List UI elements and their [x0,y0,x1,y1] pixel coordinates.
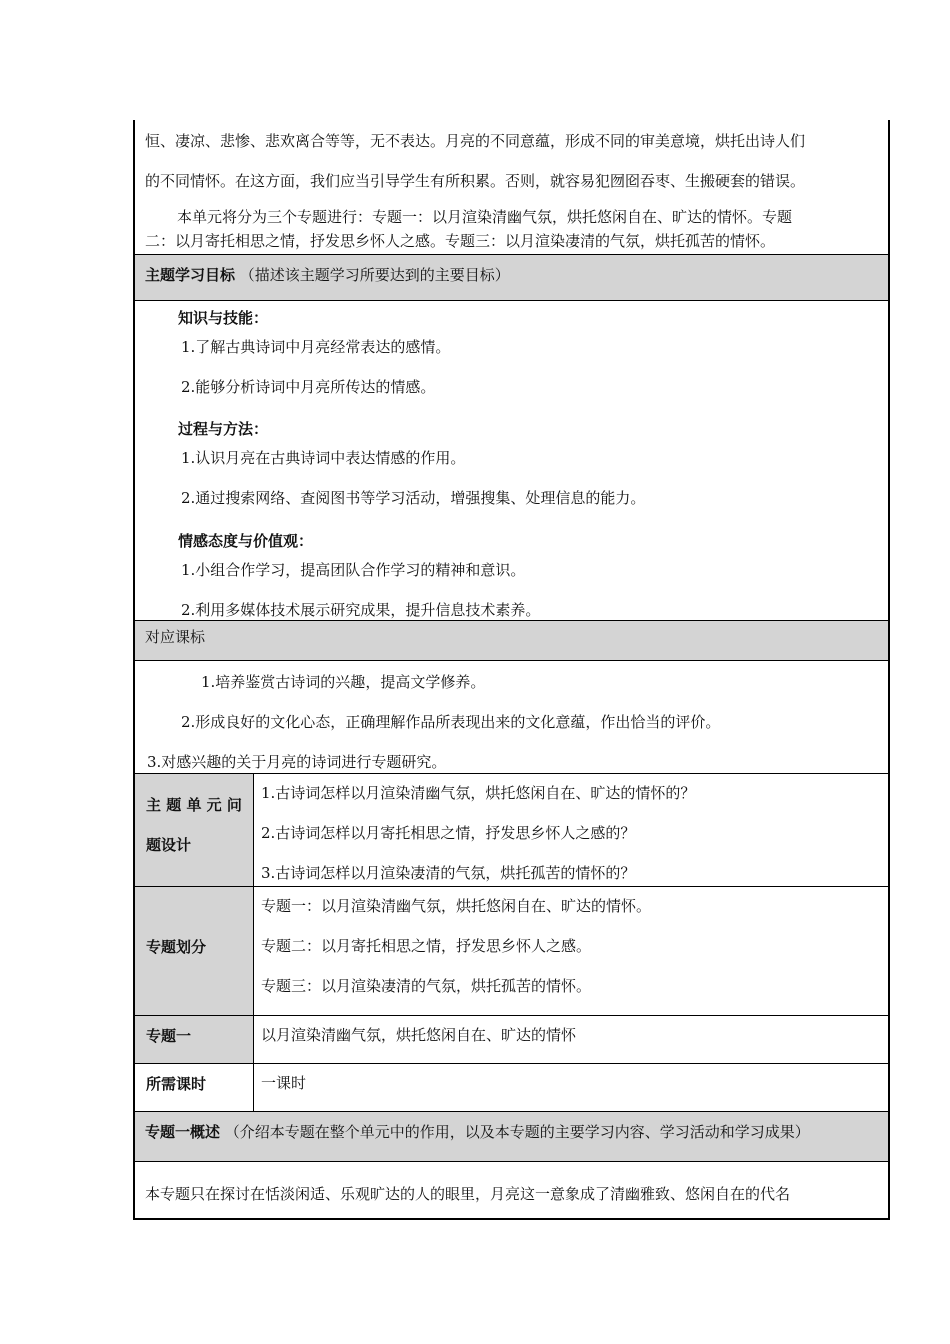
questions-row [133,774,890,887]
goals-content-row [133,301,890,621]
knowledge-item: 1.了解古典诗词中月亮经常表达的感情。 [181,338,451,356]
questions-label-cell [135,774,254,886]
overview-header-row [133,1112,890,1162]
questions-label-line-1: 主 题 单 元 问 [146,796,242,814]
topic1-label-cell [135,1016,254,1063]
standard-item: 2.形成良好的文化心态，正确理解作品所表现出来的文化意蕴，作出恰当的评价。 [181,713,721,731]
goals-heading-note: （描述该主题学习所要达到的主要目标） [239,266,510,284]
goals-heading: 主题学习目标 [145,266,236,284]
process-title: 过程与方法： [178,420,269,438]
questions-label-line-2: 题设计 [146,836,192,854]
attitude-item: 1.小组合作学习，提高团队合作学习的精神和意识。 [181,561,526,579]
intro-row [133,120,890,255]
overview-text: 本专题只在探讨在恬淡闲适、乐观旷达的人的眼里，月亮这一意象成了清幽雅致、悠闲自在的代名 [145,1185,791,1203]
standards-heading: 对应课标 [145,628,206,646]
standard-item: 1.培养鉴赏古诗词的兴趣，提高文学修养。 [201,673,486,691]
hours-label-cell [135,1064,254,1111]
process-item: 2.通过搜索网络、查阅图书等学习活动，增强搜集、处理信息的能力。 [181,489,646,507]
knowledge-title: 知识与技能： [178,309,269,327]
question-item: 1.古诗词怎样以月渲染清幽气氛，烘托悠闲自在、旷达的情怀的？ [261,784,696,802]
question-item: 2.古诗词怎样以月寄托相思之情，抒发思乡怀人之感的？ [261,824,636,842]
standard-item: 3.对感兴趣的关于月亮的诗词进行专题研究。 [147,753,447,771]
hours-value: 一课时 [261,1074,307,1092]
intro-line-4: 二：以月寄托相思之情，抒发思乡怀人之感。专题三：以月渲染凄清的气氛，烘托孤苦的情怀。 [145,232,776,250]
intro-line-3: 本单元将分为三个专题进行：专题一：以月渲染清幽气氛，烘托悠闲自在、旷达的情怀。专题 [177,208,793,226]
intro-line-2: 的不同情怀。在这方面，我们应当引导学生有所积累。否则，就容易犯囫囵吞枣、生搬硬套的错误。 [145,172,806,190]
division-item: 专题三：以月渲染凄清的气氛，烘托孤苦的情怀。 [261,977,592,995]
attitude-title: 情感态度与价值观： [178,532,314,550]
intro-line-1: 恒、凄凉、悲惨、悲欢离合等等，无不表达。月亮的不同意蕴，形成不同的审美意境，烘托出诗人们 [145,132,806,150]
standards-content-row [133,661,890,774]
division-row [133,887,890,1016]
topic1-row [133,1016,890,1064]
hours-row [133,1064,890,1112]
process-item: 1.认识月亮在古典诗词中表达情感的作用。 [181,449,466,467]
division-label: 专题划分 [146,938,207,956]
question-item: 3.古诗词怎样以月渲染凄清的气氛，烘托孤苦的情怀的？ [261,864,636,882]
topic1-label: 专题一 [146,1027,192,1045]
overview-heading-note: （介绍本专题在整个单元中的作用，以及本专题的主要学习内容、学习活动和学习成果） [224,1123,810,1141]
standards-header-row [133,621,890,661]
overview-content-row [133,1162,890,1220]
hours-label: 所需课时 [146,1075,207,1093]
overview-heading: 专题一概述 [145,1123,221,1141]
goals-header-row [133,255,890,301]
lesson-plan-table [133,120,890,1220]
knowledge-item: 2.能够分析诗词中月亮所传达的情感。 [181,378,436,396]
topic1-value: 以月渲染清幽气氛，烘托悠闲自在、旷达的情怀 [261,1026,577,1044]
attitude-item: 2.利用多媒体技术展示研究成果，提升信息技术素养。 [181,601,541,619]
division-label-cell [135,887,254,1015]
division-item: 专题一：以月渲染清幽气氛，烘托悠闲自在、旷达的情怀。 [261,897,652,915]
division-item: 专题二：以月寄托相思之情，抒发思乡怀人之感。 [261,937,592,955]
